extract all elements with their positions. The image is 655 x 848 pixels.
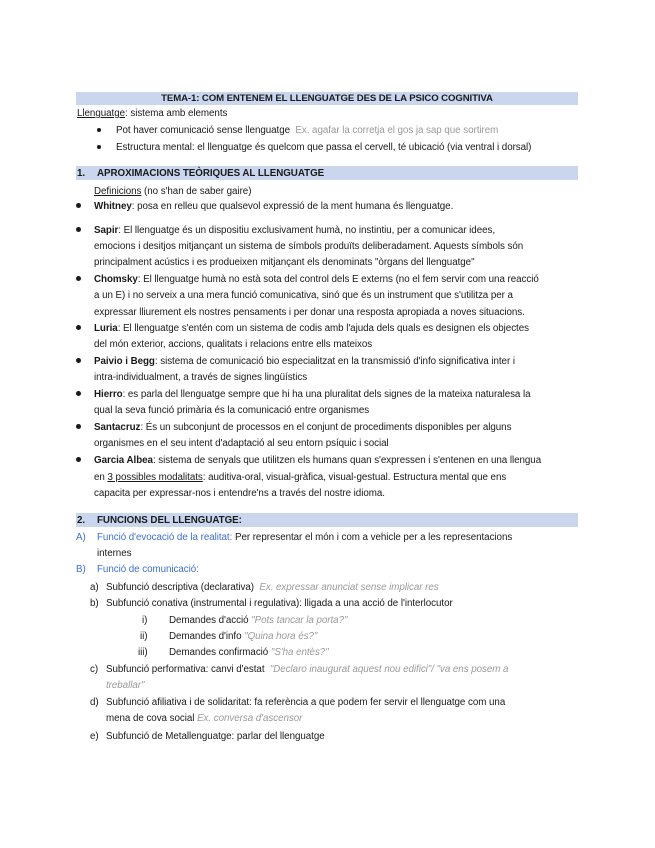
bullet-dot [76,276,81,281]
section-2-title: FUNCIONS DEL LLENGUATGE: [97,515,242,526]
bullet-dot [97,128,101,132]
paivio-line-1: Paivio i Begg: sistema de comunicació bio especialitzat en la transmissió d'info significativa inter i [94,356,515,367]
sub-b-ii-marker: ii) [140,631,148,642]
sub-b-marker: b) [90,598,99,609]
sub-c-marker: c) [90,664,99,675]
intro-label: Llenguatge [77,108,125,119]
sub-b-ii-line: Demandes d'info "Quina hora és?" [169,631,318,642]
chomsky-line-1: Chomsky: El llenguatge humà no està sota del control dels E externs (no el fem servir com una reacció [94,274,539,285]
garcia-line-1: Garcia Albea: sistema de senyals que utilitzen els humans quan s'expressen i s'entenen en una llengua [94,455,542,466]
function-b-letter: B) [76,564,86,575]
sub-a-marker: a) [90,582,99,593]
luria-line-1: Luria: El llenguatge s'entén com un sistema de codis amb l'ajuda dels quals es designen els objectes [94,323,529,334]
bullet-dot [76,203,81,208]
section-1-title: APROXIMACIONS TEÒRIQUES AL LLENGUATGE [97,168,325,179]
title-bar [76,92,578,105]
luria-line-2: del món exterior, accions, qualitats i relacions entre ells mateixos [94,339,373,350]
function-b-title: Funció de comunicació: [97,564,199,575]
bullet-dot [76,424,81,429]
sub-c-line-2: treballar" [106,680,145,691]
bullet-dot [76,457,81,462]
santacruz-line-1: Santacruz: És un subconjunt de processos en el conjunt de procediments disponibles per alguns [94,422,512,433]
sub-a-line: Subfunció descriptiva (declarativa) Ex. expressar anunciat sense implicar res [106,582,439,593]
garcia-line-3: capacita per expressar-nos i entendre'ns a través del nostre idioma. [94,488,385,499]
hierro-line-1: Hierro: es parla del llenguatge sempre que hi ha una pluralitat dels signes de la mateixa naturalesa la [94,389,531,400]
bullet-dot [97,145,101,149]
hierro-line-2: qual la seva funció primària és la comunicació entre organismes [94,405,370,416]
section-2-number: 2. [77,515,86,526]
sub-b-i-line: Demandes d'acció "Pots tancar la porta?" [169,615,348,626]
section-1-number: 1. [77,168,86,179]
function-a-line-1: Funció d'evocació de la realitat: Per representar el món i com a vehicle per a les representacions [97,532,513,543]
intro-bullet-2: Estructura mental: el llenguatge és quelcom que passa el cervell, té ubicació (via ventral i dorsal) [116,142,532,153]
function-a-letter: A) [76,532,86,543]
whitney-line: Whitney: posa en relleu que qualsevol expressió de la ment humana és llenguatge. [94,201,454,212]
document-title: TEMA-1: COM ENTENEM EL LLENGUATGE DES DE LA PSICO COGNITIVA [161,93,493,104]
bullet-dot [76,325,81,330]
sapir-line-1: Sapir: El llenguatge és un dispositiu exclusivament humà, no instintiu, per a comunicar idees, [94,225,496,236]
chomsky-line-3: expressar lliurement els nostres pensaments i per donar una resposta apropiada a noves situacions. [94,307,525,318]
garcia-line-2: en 3 possibles modalitats: auditiva-oral, visual-gràfica, visual-gestual. Estructura mental que ens [94,472,507,483]
bullet-dot [76,391,81,396]
sub-b-iii-marker: iii) [138,647,148,658]
sub-d-line-2: mena de cova social Ex. conversa d'ascensor [106,713,303,724]
paivio-line-2: intra-individualment, a través de signes lingüístics [94,372,308,383]
definitions-line: Definicions (no s'han de saber gaire) [94,186,252,197]
sapir-line-2: emocions i desitjos mitjançant un sistema de símbols produïts deliberadament. Aquests símbols són [94,241,524,252]
bullet-dot [76,358,81,363]
intro-line [77,107,227,120]
function-a-line-2: internes [97,548,132,559]
chomsky-line-2: a un E) i no serveix a una mera funció comunicativa, sinó que és un instrument que s'utilitza per a [94,290,513,301]
bullet-dot [76,227,81,232]
santacruz-line-2: organismes en el seu intent d'adaptació al seu entorn psíquic i social [94,438,389,449]
sub-c-line-1: Subfunció performativa: canvi d'estat "Declaro inaugurat aquest nou edifici"/ "va ens posem a [106,664,509,675]
sub-b-iii-line: Demandes confirmació "S'ha entès?" [169,647,329,658]
sub-d-line-1: Subfunció afiliativa i de solidaritat: fa referència a que podem fer servir el llenguatge com una [106,697,506,708]
sub-d-marker: d) [90,697,99,708]
intro-text: : sistema amb elements [125,108,228,119]
intro-bullet-1: Pot haver comunicació sense llenguatge Ex. agafar la corretja el gos ja sap que sortirem [116,125,499,136]
sub-e-line: Subfunció de Metallenguatge: parlar del llenguatge [106,731,325,742]
sub-b-line: Subfunció conativa (instrumental i regulativa): lligada a una acció de l'interlocutor [106,598,453,609]
sub-e-marker: e) [90,731,99,742]
sub-b-i-marker: i) [142,615,148,626]
sapir-line-3: principalment acústics i es produeixen mitjançant els denominats "òrgans del llenguatge" [94,257,475,268]
